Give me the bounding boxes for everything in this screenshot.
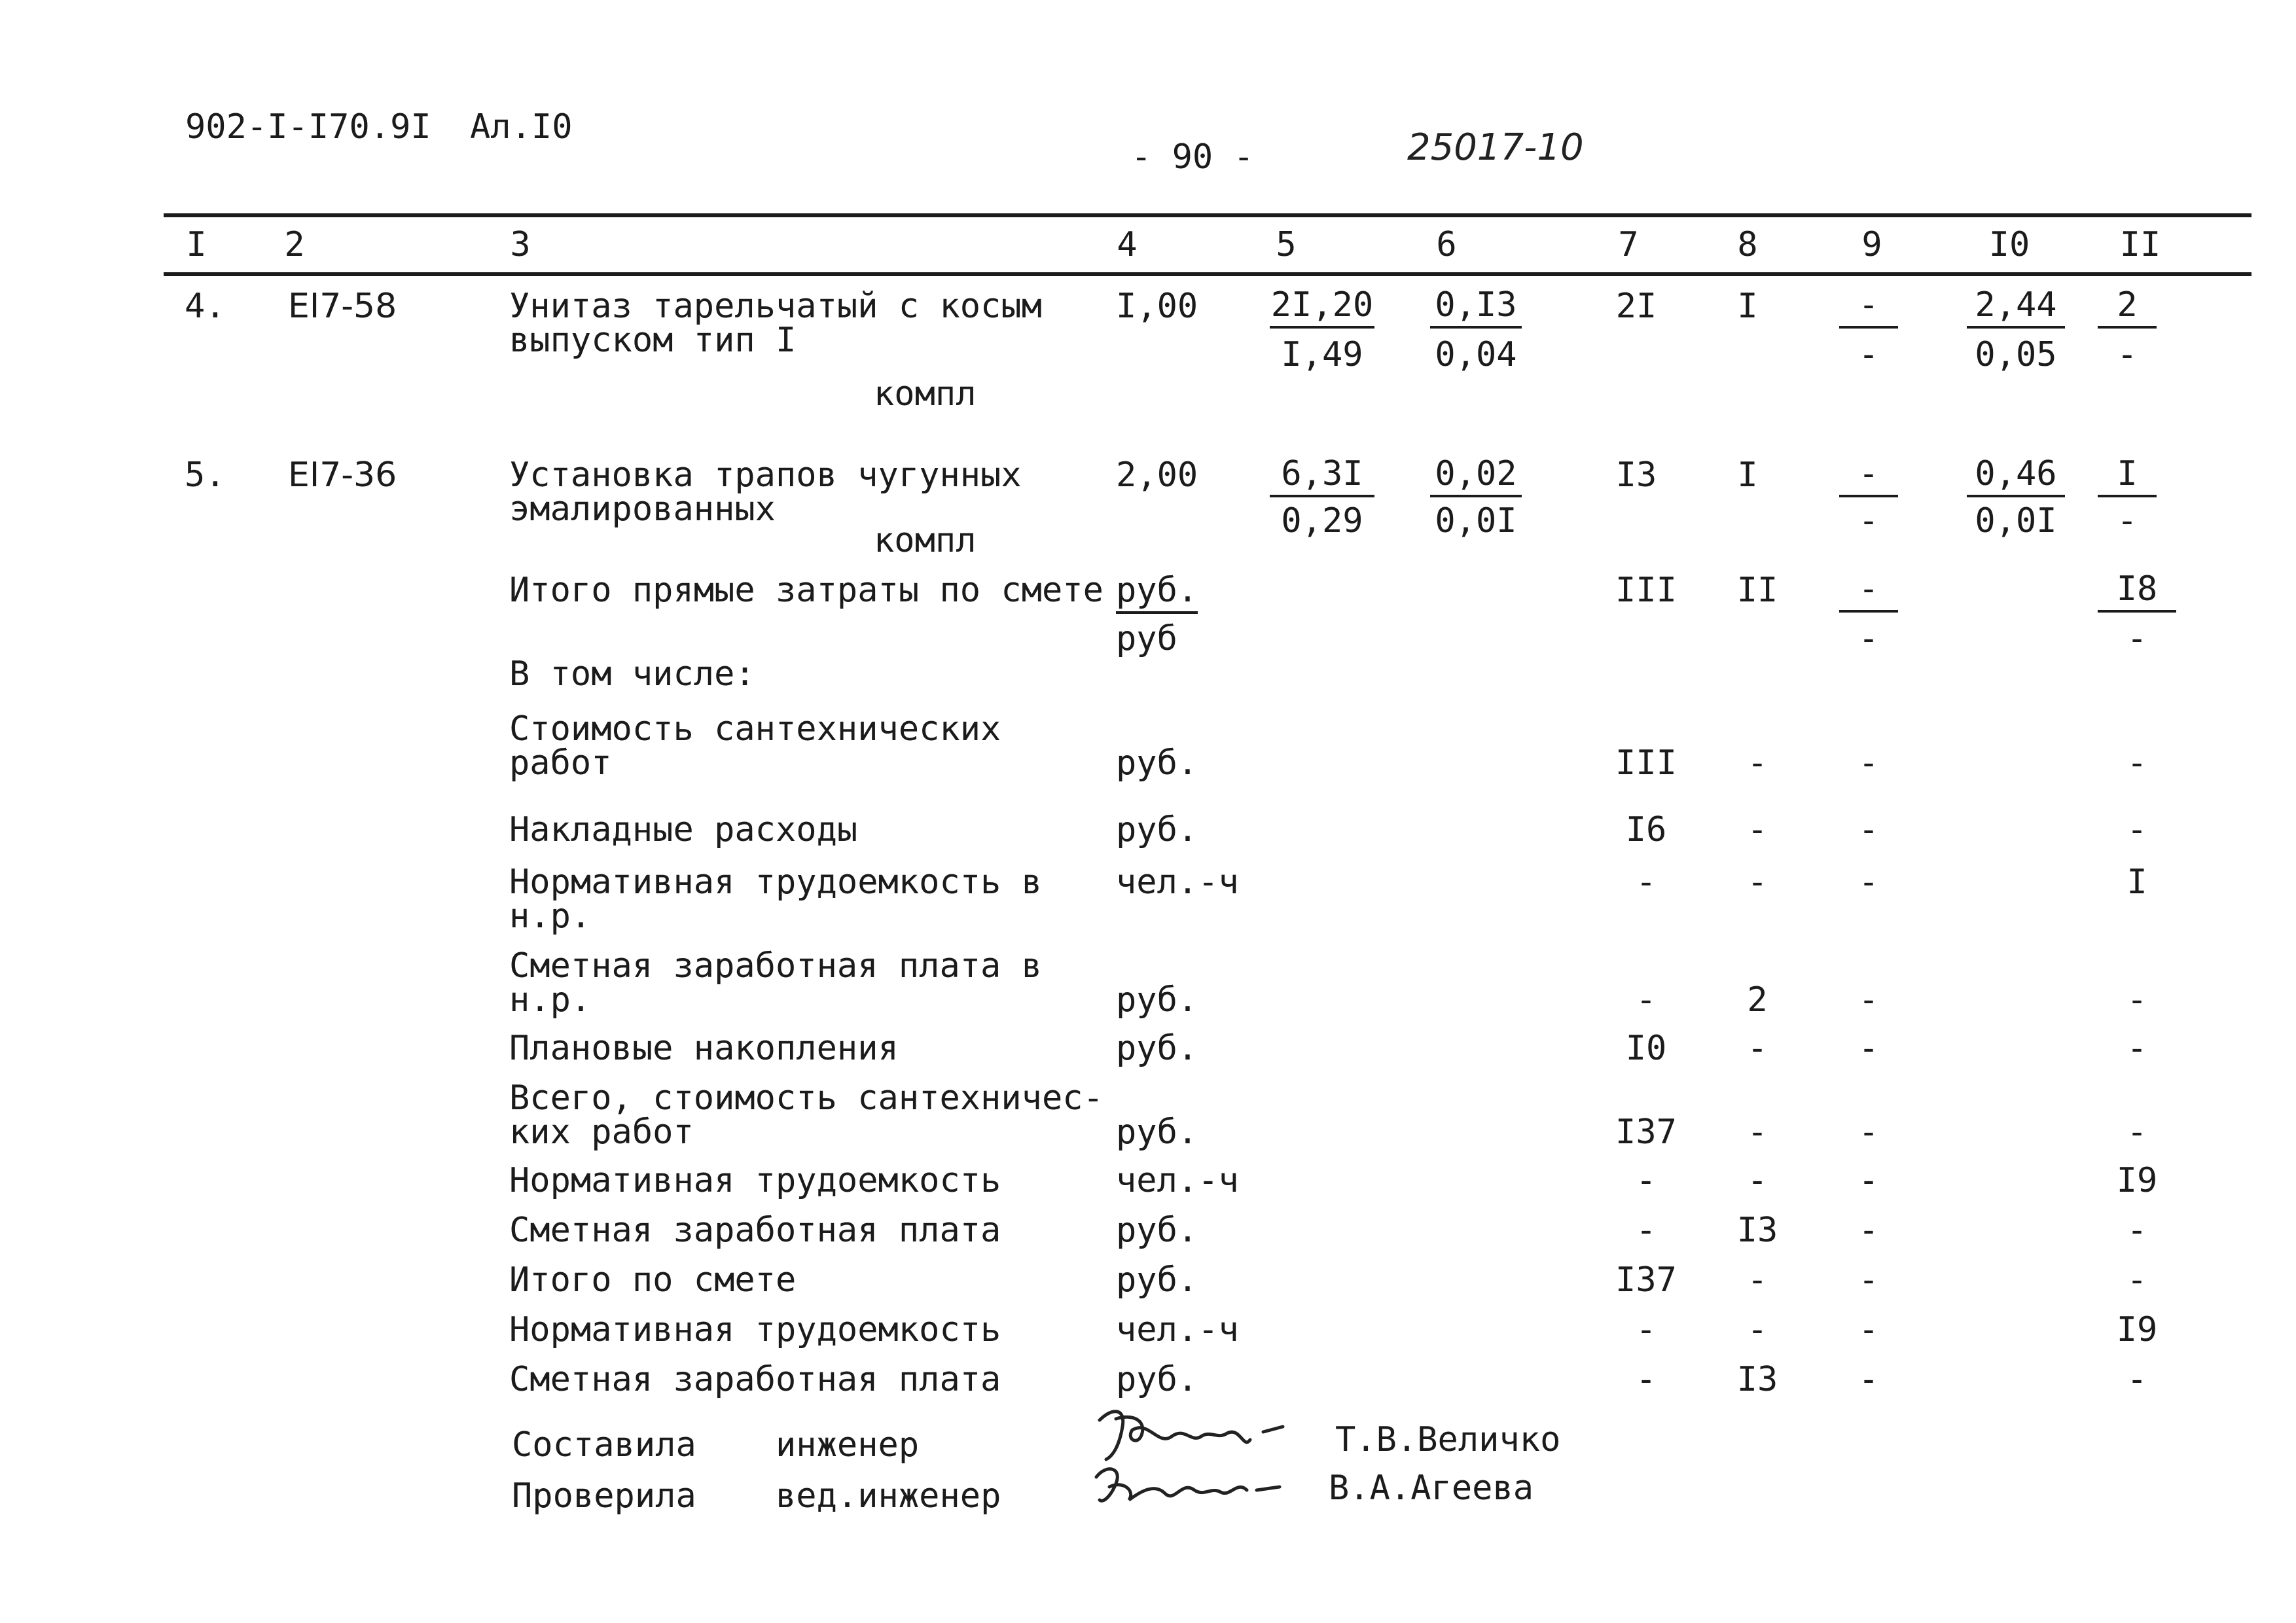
col8-value: I — [1737, 287, 1758, 326]
item-name-line1: Установка трапов чугунных — [509, 455, 1022, 495]
column-header: 9 — [1861, 225, 1882, 264]
col5-top: 2I,20 — [1270, 288, 1374, 329]
col6-top: 0,02 — [1430, 457, 1522, 497]
column-header: 5 — [1276, 225, 1297, 264]
total-direct-unit-bottom: руб — [1116, 619, 1177, 658]
handwritten-number: 25017-10 — [1407, 126, 1584, 169]
column-header: 7 — [1618, 225, 1639, 264]
column-header: 3 — [510, 225, 531, 264]
total-direct-unit-top: руб. — [1116, 573, 1198, 614]
col5-top: 6,3I — [1270, 457, 1374, 497]
summary-col7-value: - — [1636, 1310, 1657, 1349]
item-code: EI7-58 — [288, 287, 397, 326]
col9-top: - — [1839, 572, 1898, 613]
summary-col9-value: - — [1858, 863, 1879, 902]
col9-bottom: - — [1858, 619, 1879, 658]
summary-label-line1: Нормативная трудоемкость — [509, 1161, 1001, 1200]
summary-col8-value: - — [1747, 1310, 1768, 1349]
summary-col11-value: - — [2126, 1029, 2147, 1068]
signature-name: В.А.Агеева — [1329, 1469, 1534, 1508]
signature-name: Т.В.Величко — [1335, 1420, 1561, 1459]
summary-label-line1: Сметная заработная плата — [509, 1360, 1001, 1399]
signature-role: Проверила — [512, 1476, 696, 1516]
summary-col7-value: - — [1636, 980, 1657, 1020]
summary-unit: руб. — [1116, 1260, 1198, 1300]
summary-unit: руб. — [1116, 743, 1198, 783]
total-direct-label: Итого прямые затраты по смете — [509, 571, 1103, 610]
summary-col7-value: - — [1636, 1161, 1657, 1200]
summary-col11-value: I9 — [2116, 1161, 2158, 1200]
item-quantity: I,00 — [1116, 287, 1198, 326]
page-number: - 90 - — [1131, 137, 1254, 177]
col11-top: I8 — [2098, 572, 2176, 613]
summary-col8-value: - — [1747, 1113, 1768, 1152]
summary-col7-value: I0 — [1625, 1029, 1667, 1068]
summary-col8-value: 2 — [1747, 980, 1768, 1020]
summary-col9-value: - — [1858, 1113, 1879, 1152]
summary-label-line1: Накладные расходы — [509, 810, 858, 849]
summary-col9-value: - — [1858, 980, 1879, 1020]
summary-col11-value: - — [2126, 743, 2147, 783]
column-header: II — [2119, 225, 2161, 264]
summary-unit: руб. — [1116, 1360, 1198, 1399]
col11-bottom: - — [2117, 501, 2138, 541]
summary-unit: чел.-ч — [1116, 863, 1239, 902]
item-unit: компл — [874, 521, 977, 560]
item-number: 5. — [185, 455, 226, 495]
item-unit: компл — [874, 374, 977, 414]
signature-position: инженер — [776, 1425, 920, 1465]
summary-unit: руб. — [1116, 1113, 1198, 1152]
summary-col9-value: - — [1858, 1211, 1879, 1250]
summary-col8-value: - — [1747, 810, 1768, 849]
summary-col8-value: - — [1747, 1029, 1768, 1068]
col9-bottom: - — [1858, 335, 1879, 374]
summary-col11-value: - — [2126, 1211, 2147, 1250]
column-header: I0 — [1988, 225, 2030, 264]
item-name-line2: выпуском тип I — [509, 321, 797, 360]
col7-value: 2I — [1615, 287, 1657, 326]
col11-bottom: - — [2126, 619, 2147, 658]
summary-col11-value: - — [2126, 1260, 2147, 1300]
summary-label-line1: Нормативная трудоемкость — [509, 1310, 1001, 1349]
summary-col11-value: - — [2126, 810, 2147, 849]
col11-top: I — [2098, 457, 2157, 497]
summary-label-line1: Плановые накопления — [509, 1029, 899, 1068]
col8-value: I — [1737, 455, 1758, 495]
summary-col7-value: I37 — [1615, 1260, 1677, 1300]
summary-col8-value: I3 — [1736, 1211, 1778, 1250]
summary-col11-value: - — [2126, 1360, 2147, 1399]
column-header: I — [186, 225, 207, 264]
summary-unit: чел.-ч — [1116, 1310, 1239, 1349]
summary-label-line1: Нормативная трудоемкость в — [509, 863, 1042, 902]
summary-unit: руб. — [1116, 980, 1198, 1020]
item-quantity: 2,00 — [1116, 455, 1198, 495]
table-top-rule — [164, 213, 2251, 217]
summary-unit: руб. — [1116, 1029, 1198, 1068]
summary-col11-value: - — [2126, 1113, 2147, 1152]
col5-bottom: 0,29 — [1281, 501, 1363, 541]
col7-value: III — [1615, 571, 1677, 610]
summary-label-line2: н.р. — [509, 980, 592, 1020]
summary-col11-value: I — [2126, 863, 2147, 902]
col7-value: I3 — [1615, 455, 1657, 495]
column-header: 2 — [284, 225, 305, 264]
summary-col7-value: - — [1636, 863, 1657, 902]
summary-col9-value: - — [1858, 1161, 1879, 1200]
summary-col8-value: I3 — [1736, 1360, 1778, 1399]
summary-unit: руб. — [1116, 810, 1198, 849]
summary-label-line2: работ — [509, 743, 612, 783]
col11-top: 2 — [2098, 288, 2157, 329]
summary-col7-value: - — [1636, 1211, 1657, 1250]
including-label: В том числе: — [509, 654, 755, 694]
summary-col7-value: I6 — [1625, 810, 1667, 849]
signature-position: вед.инженер — [776, 1476, 1001, 1516]
summary-label-line2: ких работ — [509, 1113, 694, 1152]
col10-top: 2,44 — [1967, 288, 2065, 329]
summary-label-line1: Стоимость сантехнических — [509, 709, 1001, 749]
summary-col11-value: I9 — [2116, 1310, 2158, 1349]
col8-value: II — [1736, 571, 1778, 610]
summary-col9-value: - — [1858, 1260, 1879, 1300]
summary-col7-value: III — [1615, 743, 1677, 783]
col9-bottom: - — [1858, 501, 1879, 541]
signature-role: Составила — [512, 1425, 696, 1465]
col6-bottom: 0,04 — [1435, 335, 1517, 374]
summary-col8-value: - — [1747, 1260, 1768, 1300]
summary-unit: руб. — [1116, 1211, 1198, 1250]
sheet-number: Ал.I0 — [470, 107, 573, 147]
summary-unit: чел.-ч — [1116, 1161, 1239, 1200]
summary-col8-value: - — [1747, 743, 1768, 783]
column-header: 4 — [1117, 225, 1138, 264]
column-header: 6 — [1436, 225, 1457, 264]
item-name-line2: эмалированных — [509, 490, 776, 529]
header-bottom-rule — [164, 272, 2251, 276]
summary-label-line1: Всего, стоимость сантехничес- — [509, 1079, 1103, 1118]
col6-bottom: 0,0I — [1435, 501, 1517, 541]
doc-code: 902-I-I70.9I — [185, 107, 431, 147]
handwritten-signature — [1083, 1454, 1299, 1520]
col9-top: - — [1839, 288, 1898, 329]
item-name-line1: Унитаз тарельчатый с косым — [509, 287, 1042, 326]
summary-col7-value: I37 — [1615, 1113, 1677, 1152]
col10-top: 0,46 — [1967, 457, 2065, 497]
summary-col8-value: - — [1747, 1161, 1768, 1200]
summary-col9-value: - — [1858, 810, 1879, 849]
summary-col7-value: - — [1636, 1360, 1657, 1399]
summary-label-line1: Сметная заработная плата в — [509, 946, 1042, 986]
col11-bottom: - — [2117, 335, 2138, 374]
summary-label-line2: н.р. — [509, 897, 592, 936]
col10-bottom: 0,05 — [1975, 335, 2057, 374]
summary-col9-value: - — [1858, 1029, 1879, 1068]
col6-top: 0,I3 — [1430, 288, 1522, 329]
item-code: EI7-36 — [288, 455, 397, 495]
item-number: 4. — [185, 287, 226, 326]
col10-bottom: 0,0I — [1975, 501, 2057, 541]
summary-col9-value: - — [1858, 1360, 1879, 1399]
summary-label-line1: Итого по смете — [509, 1260, 797, 1300]
summary-col9-value: - — [1858, 743, 1879, 783]
summary-label-line1: Сметная заработная плата — [509, 1211, 1001, 1250]
col5-bottom: I,49 — [1281, 335, 1363, 374]
column-header: 8 — [1737, 225, 1758, 264]
summary-col11-value: - — [2126, 980, 2147, 1020]
summary-col9-value: - — [1858, 1310, 1879, 1349]
summary-col8-value: - — [1747, 863, 1768, 902]
col9-top: - — [1839, 457, 1898, 497]
